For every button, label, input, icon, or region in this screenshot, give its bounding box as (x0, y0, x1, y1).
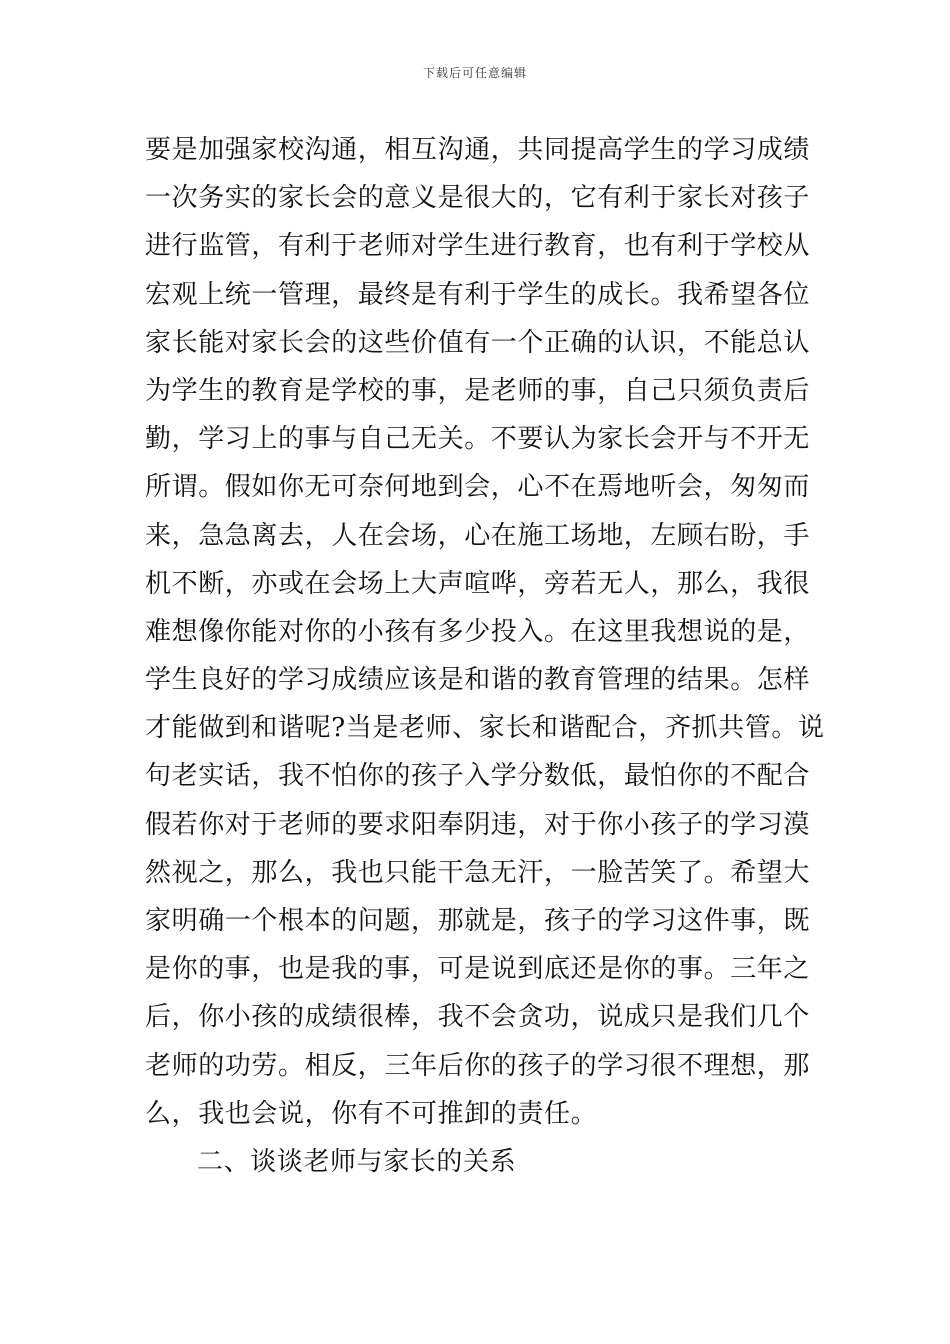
text-line: 一次务实的家长会的意义是很大的，它有利于家长对孩子 (145, 183, 811, 214)
text-line: 宏观上统一管理，最终是有利于学生的成长。我希望各位 (145, 279, 811, 310)
text-line: 假若你对于老师的要求阳奉阴违，对于你小孩子的学习漠 (145, 809, 811, 840)
document-body (145, 126, 825, 1186)
text-line: 句老实话，我不怕你的孩子入学分数低，最怕你的不配合 (145, 761, 811, 792)
page-header: 下载后可任意编辑 (422, 66, 527, 80)
text-line: 要是加强家校沟通，相互沟通，共同提高学生的学习成绩 (145, 135, 811, 165)
text-line: 难想像你能对你的小孩有多少投入。在这里我想说的是， (145, 616, 811, 647)
text-line: 机不断，亦或在会场上大声喧哗，旁若无人，那么，我很 (145, 568, 811, 599)
text-line: 所谓。假如你无可奈何地到会，心不在焉地听会，匆匆而 (145, 472, 811, 503)
text-line: 为学生的教育是学校的事，是老师的事，自己只须负责后 (145, 375, 811, 406)
text-line: 么，我也会说，你有不可推卸的责任。 (145, 1098, 598, 1129)
text-line: 来，急急离去，人在会场，心在施工场地，左顾右盼，手 (145, 520, 811, 551)
text-line: 老师的功劳。相反，三年后你的孩子的学习很不理想，那 (145, 1050, 811, 1081)
text-line: 勤，学习上的事与自己无关。不要认为家长会开与不开无 (145, 424, 811, 455)
text-line: 然视之，那么，我也只能干急无汗，一脸苦笑了。希望大 (145, 857, 811, 888)
text-line: 后，你小孩的成绩很棒，我不会贪功，说成只是我们几个 (145, 1002, 811, 1033)
text-line: 进行监管，有利于老师对学生进行教育，也有利于学校从 (145, 231, 811, 262)
text-line: 家明确一个根本的问题，那就是，孩子的学习这件事，既 (145, 906, 811, 936)
text-line: 是你的事，也是我的事，可是说到底还是你的事。三年之 (145, 954, 811, 985)
text-line: 才能做到和谐呢?当是老师、家长和谐配合，齐抓共管。说 (145, 713, 825, 744)
text-line: 学生良好的学习成绩应该是和谐的教育管理的结果。怎样 (145, 665, 811, 696)
section-heading: 二、谈谈老师与家长的关系 (197, 1146, 517, 1177)
text-line: 家长能对家长会的这些价值有一个正确的认识，不能总认 (145, 327, 811, 358)
